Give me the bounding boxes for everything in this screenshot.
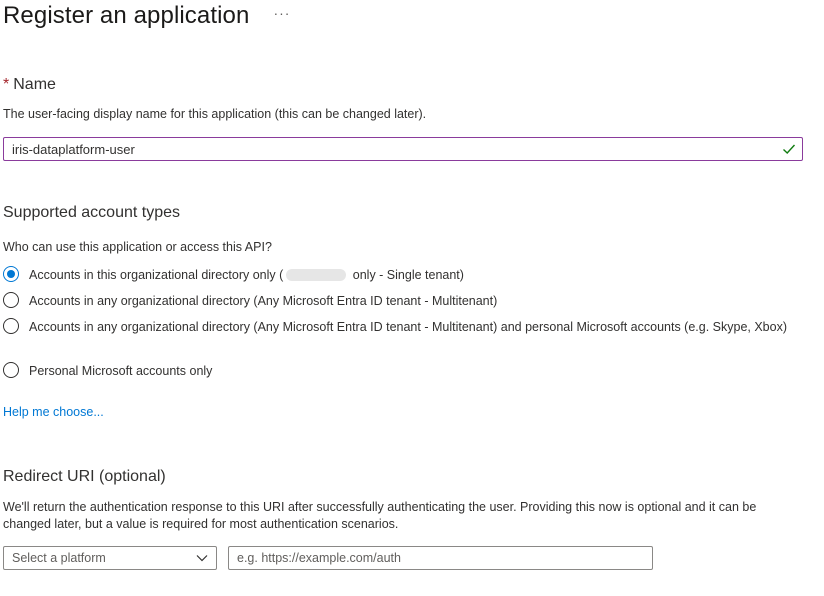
chevron-down-icon bbox=[196, 551, 208, 565]
checkmark-icon bbox=[780, 140, 798, 158]
name-field-wrapper bbox=[3, 137, 803, 161]
name-input[interactable] bbox=[4, 139, 780, 159]
name-label-text: Name bbox=[13, 76, 56, 93]
redirect-uri-input[interactable] bbox=[228, 546, 653, 570]
radio-button-selected[interactable] bbox=[3, 266, 19, 282]
radio-label-part: Accounts in this organizational directory only ( bbox=[29, 268, 284, 282]
page-title: Register an application bbox=[3, 2, 250, 29]
name-description: The user-facing display name for this application (this can be changed later). bbox=[3, 107, 427, 121]
redirect-uri-description: We'll return the authentication response to this URI after successfully authenticating the user. Providing this now is optional and it can be changed later, but a value is required for most authentication scenarios. bbox=[3, 500, 757, 531]
more-options-button[interactable]: ··· bbox=[273, 5, 291, 21]
radio-button[interactable] bbox=[3, 292, 19, 308]
account-types-question: Who can use this application or access this API? bbox=[3, 240, 272, 254]
required-indicator: * bbox=[3, 76, 10, 93]
radio-option-single-tenant[interactable] bbox=[3, 266, 464, 284]
redirect-uri-heading: Redirect URI (optional) bbox=[3, 468, 166, 485]
redacted-tenant-name bbox=[286, 269, 346, 281]
radio-option-multitenant[interactable] bbox=[3, 292, 497, 310]
radio-label bbox=[29, 266, 464, 284]
account-types-heading: Supported account types bbox=[3, 204, 181, 221]
radio-button[interactable] bbox=[3, 362, 19, 378]
radio-label: Accounts in any organizational directory (Any Microsoft Entra ID tenant - Multitenant) and personal Microsoft accounts (e.g. Skype, Xbox) bbox=[29, 320, 787, 334]
platform-select-value: Select a platform bbox=[12, 551, 106, 565]
help-me-choose-link[interactable]: Help me choose... bbox=[3, 405, 104, 419]
radio-option-personal-only[interactable] bbox=[3, 362, 212, 380]
radio-label-part: only - Single tenant) bbox=[349, 268, 464, 282]
radio-option-multitenant-personal[interactable] bbox=[3, 318, 793, 336]
name-label bbox=[3, 76, 56, 94]
radio-label: Accounts in any organizational directory (Any Microsoft Entra ID tenant - Multitenant) bbox=[29, 294, 498, 308]
platform-select[interactable] bbox=[3, 546, 217, 570]
radio-label: Personal Microsoft accounts only bbox=[29, 364, 213, 378]
radio-button[interactable] bbox=[3, 318, 19, 334]
title-row bbox=[3, 0, 290, 32]
